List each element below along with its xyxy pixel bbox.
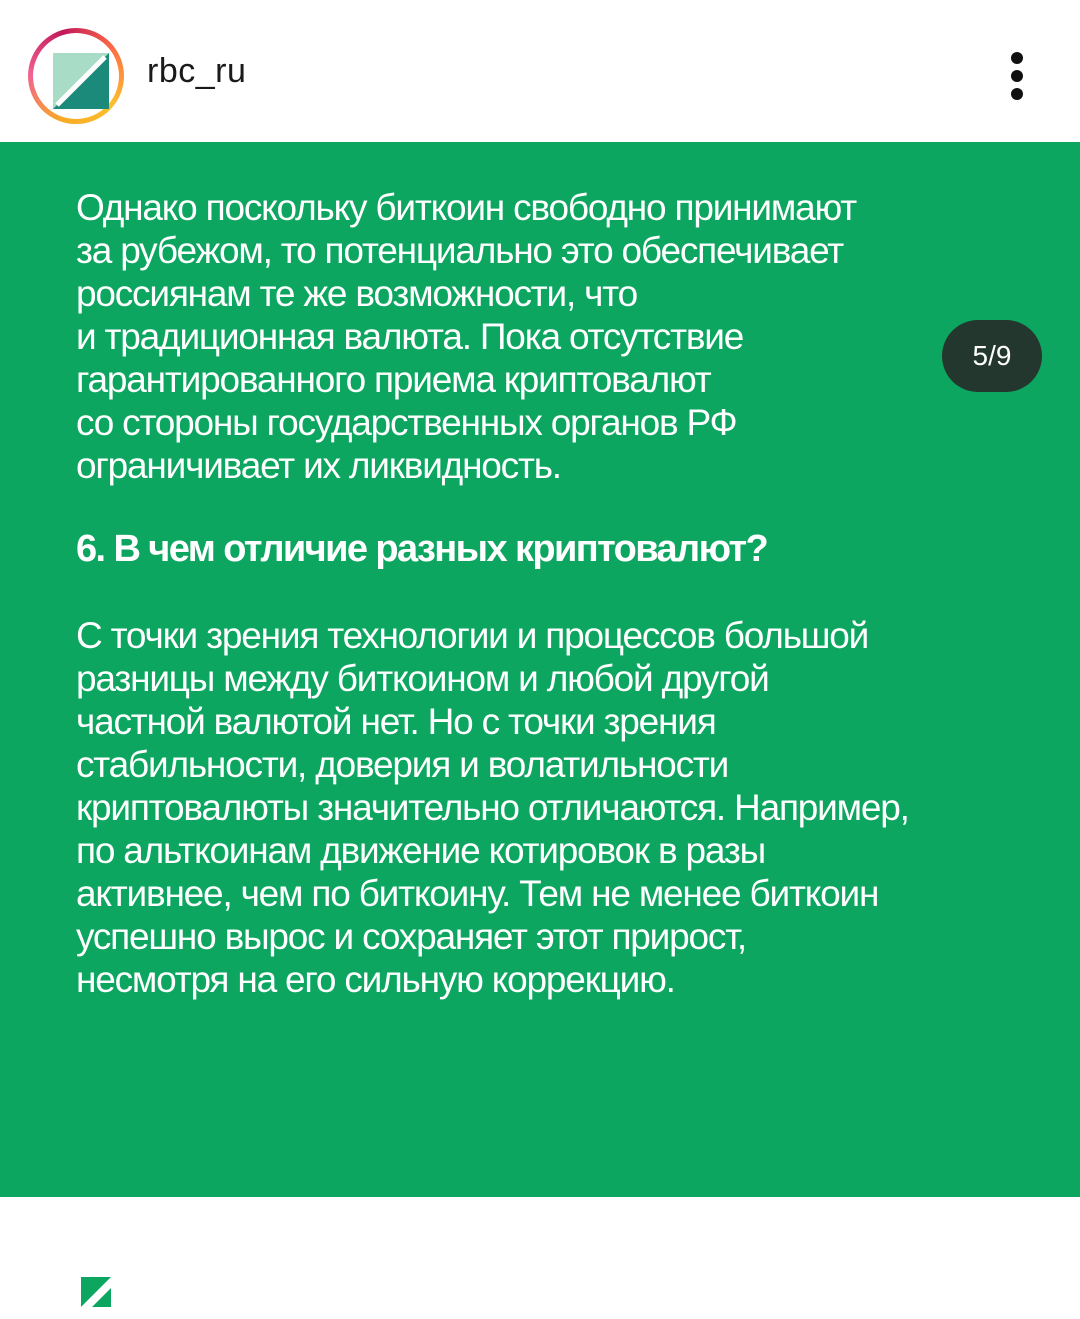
rbc-logo-icon	[53, 53, 109, 109]
more-vertical-icon[interactable]	[1000, 50, 1034, 102]
brand-label: Pro	[124, 1266, 198, 1318]
paragraph-2: С точки зрения технологии и процессов большой разницы между биткоином и любой другой частной валютой нет. Но с точки зрения стабильности, доверия и волатильности криптовалюты значительно отличаются. Например, по альткоинам движение котировок в разы активнее, чем по биткоину. Тем не менее биткоин успешно вырос и сохраняет этот прирост, несмотря на его сильную коррекцию.	[76, 615, 909, 1000]
section-heading: 6. В чем отличие разных криптовалют?	[76, 528, 768, 570]
avatar[interactable]	[28, 28, 124, 124]
post-image[interactable]	[0, 142, 1080, 1318]
rbc-mark-icon	[74, 1270, 118, 1314]
post-header	[0, 0, 1080, 142]
carousel-counter: 5/9	[942, 320, 1042, 392]
username[interactable]: rbc_ru	[147, 52, 247, 90]
avatar-inner	[33, 33, 119, 119]
paragraph-1: Однако поскольку биткоин свободно принимают за рубежом, то потенциально это обеспечивает россиянам те же возможности, что и традиционная валюта. Пока отсутствие гарантированного приема криптовалют со стороны государственных органов РФ ограничивает их ликвидность.	[76, 187, 856, 486]
brand-logo	[74, 1268, 198, 1316]
